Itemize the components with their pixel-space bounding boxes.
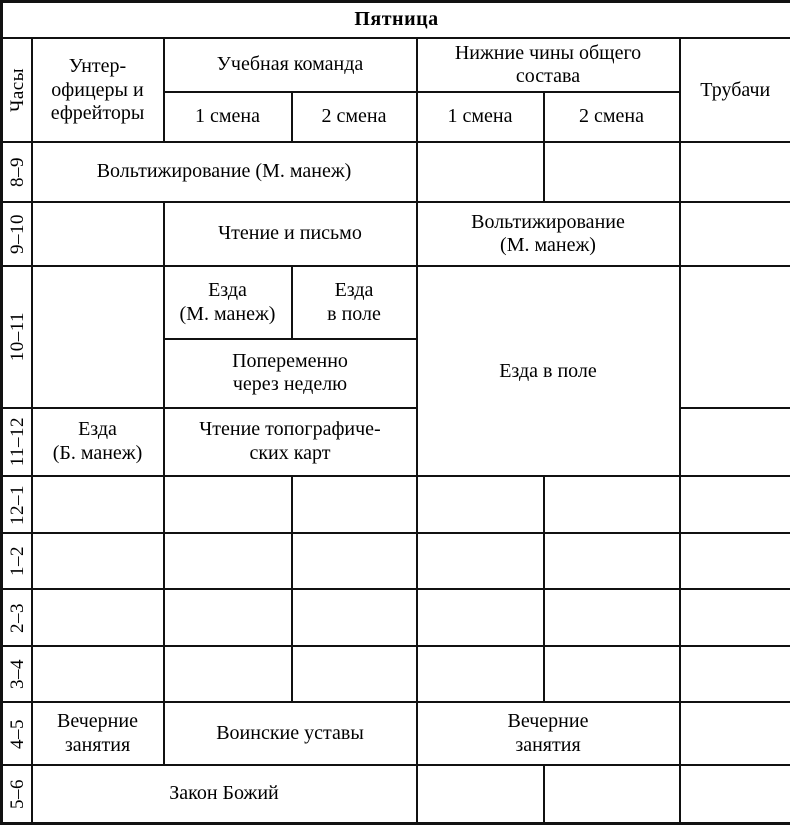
column-header-unter	[32, 38, 164, 142]
cell-5-6-trubachi-empty	[680, 765, 790, 824]
hour-label-9-10: 9–10	[7, 214, 28, 255]
cell-1-2-nc1-empty	[417, 533, 544, 590]
cell-8-9-trubachi-empty	[680, 142, 790, 202]
cell-2-3-trubachi-empty	[680, 589, 790, 646]
column-header-nizhnie-chiny-label: Нижние чины общего состава	[454, 41, 642, 88]
cell-3-4-uk2-empty	[292, 646, 417, 703]
hour-label-5-6: 5–6	[7, 778, 28, 809]
cell-10-11-unter-empty	[32, 266, 164, 407]
cell-4-5-unter-vechernie-zanyatiya-text: Вечерние занятия	[57, 710, 138, 756]
column-header-uchebnaya-komanda-label: Учебная команда	[216, 53, 364, 76]
column-header-trubachi-label: Трубачи	[700, 78, 771, 101]
table-row	[2, 202, 790, 267]
shift-header-uk-1: 1 смена	[164, 92, 292, 142]
hour-label-3-4: 3–4	[7, 659, 28, 690]
hour-label-4-5: 4–5	[7, 718, 28, 749]
cell-12-1-uk2-empty	[292, 476, 417, 533]
column-header-unter-label: Унтер- офицеры и ефрейторы	[50, 54, 145, 125]
cell-4-5-nc-vechernie-zanyatiya	[417, 702, 680, 765]
cell-10-11-uk2-ezda-v-pole	[292, 266, 417, 339]
hour-label-10-11: 10–11	[7, 312, 28, 362]
cell-3-4-unter-empty	[32, 646, 164, 703]
cell-1-2-unter-empty	[32, 533, 164, 590]
cell-8-9-voltizhirovanie	[32, 142, 417, 202]
hour-label-cell-9-10	[2, 202, 32, 267]
cell-12-1-unter-empty	[32, 476, 164, 533]
cell-9-10-chtenie-i-pismo-text: Чтение и письмо	[218, 222, 362, 245]
hour-label-12-1: 12–1	[7, 484, 28, 525]
cell-10-11-uk1-ezda-manezh	[164, 266, 292, 339]
column-header-uchebnaya-komanda	[164, 38, 417, 92]
hour-label-cell-4-5	[2, 702, 32, 765]
cell-10-11-uk2-ezda-v-pole-text: Езда в поле	[327, 279, 381, 325]
hour-label-cell-5-6	[2, 765, 32, 824]
hour-label-8-9: 8–9	[7, 157, 28, 188]
cell-4-5-nc-vechernie-zanyatiya-text: Вечерние занятия	[507, 710, 589, 756]
cell-4-5-unter-vechernie-zanyatiya	[32, 702, 164, 765]
cell-12-1-trubachi-empty	[680, 476, 790, 533]
table-row	[2, 266, 790, 339]
cell-10-11-uk1-ezda-manezh-text: Езда (М. манеж)	[179, 279, 276, 325]
table-row	[2, 476, 790, 533]
cell-5-6-nc2-empty	[544, 765, 680, 824]
table-row	[2, 702, 790, 765]
header-row-groups	[2, 38, 790, 92]
cell-5-6-zakon-bozhiy-text: Закон Божий	[169, 782, 279, 805]
hour-label-1-2: 1–2	[7, 546, 28, 577]
hour-label-11-12: 11–12	[7, 417, 28, 467]
cell-9-10-unter-empty	[32, 202, 164, 267]
table-row	[2, 646, 790, 703]
cell-9-10-trubachi-empty	[680, 202, 790, 267]
cell-5-6-zakon-bozhiy	[32, 765, 417, 824]
cell-3-4-nc1-empty	[417, 646, 544, 703]
shift-header-nc-1: 1 смена	[417, 92, 544, 142]
cell-11-12-uk-topograficheskie-karty	[164, 408, 417, 477]
hour-label-cell-10-11	[2, 266, 32, 407]
cell-12-1-nc2-empty	[544, 476, 680, 533]
cell-4-5-uk-voinskie-ustavy	[164, 702, 417, 765]
cell-8-9-nc1-empty	[417, 142, 544, 202]
cell-11-12-trubachi-empty	[680, 408, 790, 477]
cell-2-3-nc1-empty	[417, 589, 544, 646]
column-header-nizhnie-chiny	[417, 38, 680, 92]
hour-label-cell-8-9	[2, 142, 32, 202]
hour-label-cell-12-1	[2, 476, 32, 533]
cell-3-4-uk1-empty	[164, 646, 292, 703]
cell-2-3-uk2-empty	[292, 589, 417, 646]
hour-label-cell-1-2	[2, 533, 32, 590]
table-row	[2, 765, 790, 824]
cell-3-4-nc2-empty	[544, 646, 680, 703]
hour-label-cell-2-3	[2, 589, 32, 646]
cell-2-3-unter-empty	[32, 589, 164, 646]
cell-8-9-voltizhirovanie-text: Вольтижирование (М. манеж)	[96, 160, 352, 183]
cell-11-12-uk-topograficheskie-karty-text: Чтение топографиче- ских карт	[199, 418, 381, 465]
cell-4-5-trubachi-empty	[680, 702, 790, 765]
cell-1-2-trubachi-empty	[680, 533, 790, 590]
cell-10-11-uk-poperemenno-text: Попеременно через неделю	[232, 349, 348, 396]
page-title: Пятница	[2, 2, 790, 39]
cell-11-12-unter-ezda-b-manezh	[32, 408, 164, 477]
table-row	[2, 142, 790, 202]
cell-8-9-nc2-empty	[544, 142, 680, 202]
table-row	[2, 589, 790, 646]
cell-12-1-nc1-empty	[417, 476, 544, 533]
hours-header-cell	[2, 38, 32, 142]
cell-10-12-nc-ezda-v-pole-text: Езда в поле	[499, 359, 597, 382]
cell-11-12-unter-ezda-b-manezh-text: Езда (Б. манеж)	[52, 418, 143, 465]
cell-2-3-nc2-empty	[544, 589, 680, 646]
hour-label-cell-3-4	[2, 646, 32, 703]
cell-1-2-nc2-empty	[544, 533, 680, 590]
column-header-trubachi	[680, 38, 790, 142]
cell-10-11-trubachi-empty	[680, 266, 790, 407]
cell-10-11-uk-poperemenno	[164, 339, 417, 408]
hour-label-cell-11-12	[2, 408, 32, 477]
cell-9-10-voltizhirovanie	[417, 202, 680, 267]
cell-9-10-chtenie-i-pismo	[164, 202, 417, 267]
cell-4-5-uk-voinskie-ustavy-text: Воинские уставы	[216, 721, 364, 744]
cell-3-4-trubachi-empty	[680, 646, 790, 703]
cell-9-10-voltizhirovanie-text: Вольтижирование (М. манеж)	[471, 210, 625, 257]
cell-12-1-uk1-empty	[164, 476, 292, 533]
cell-2-3-uk1-empty	[164, 589, 292, 646]
hours-header-label: Часы	[7, 68, 28, 113]
cell-5-6-nc1-empty	[417, 765, 544, 824]
cell-1-2-uk2-empty	[292, 533, 417, 590]
cell-1-2-uk1-empty	[164, 533, 292, 590]
shift-header-uk-2: 2 смена	[292, 92, 417, 142]
shift-header-nc-2: 2 смена	[544, 92, 680, 142]
hour-label-2-3: 2–3	[7, 602, 28, 633]
cell-10-12-nc-ezda-v-pole	[417, 266, 680, 476]
table-row	[2, 533, 790, 590]
title-row	[2, 2, 790, 39]
